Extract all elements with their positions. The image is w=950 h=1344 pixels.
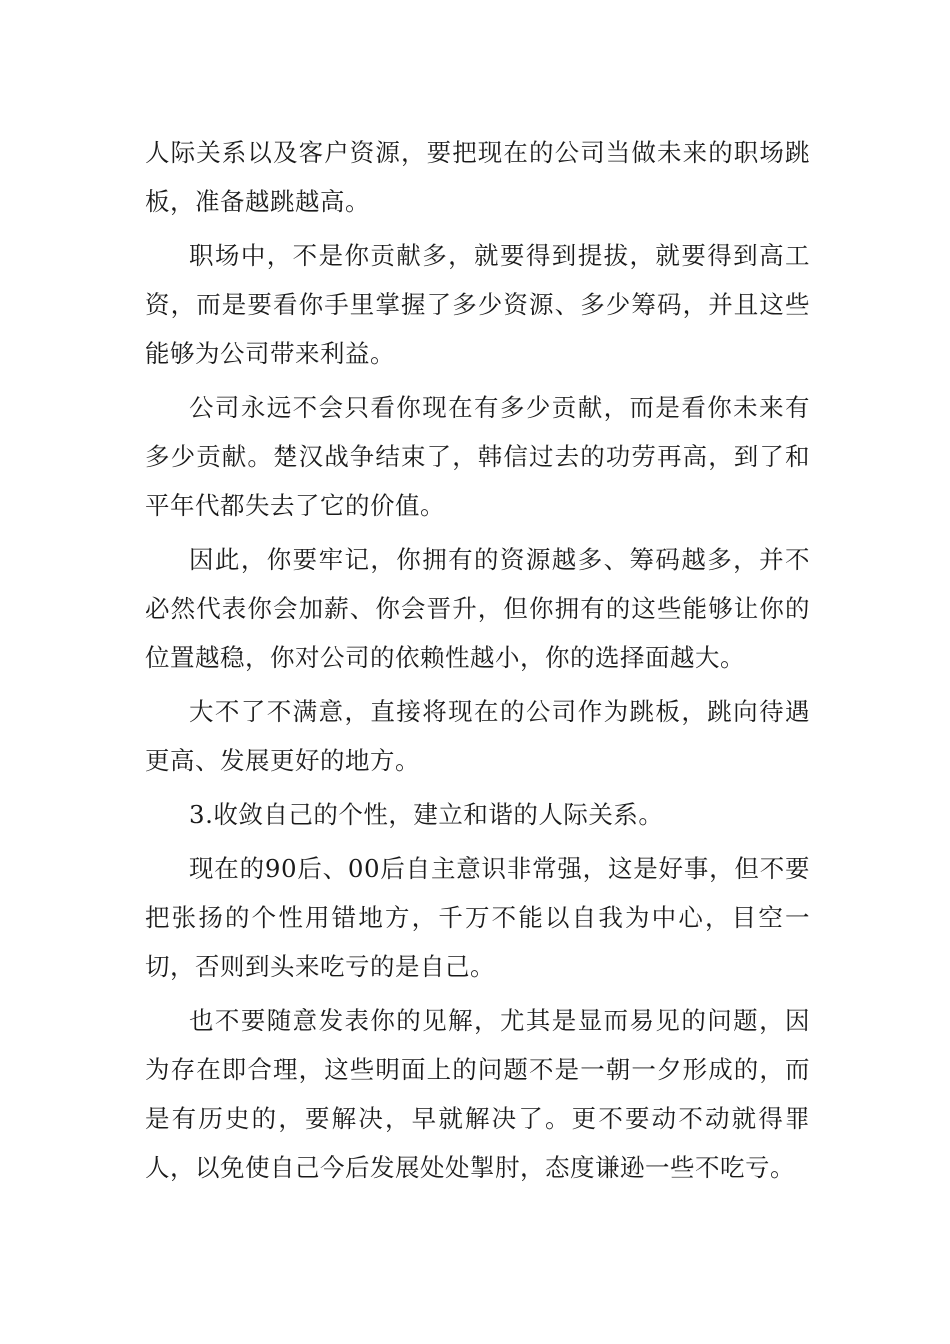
paragraph-2: 职场中，不是你贡献多，就要得到提拔，就要得到高工资，而是要看你手里掌握了多少资源、多少筹码，并且这些能够为公司带来利益。 bbox=[145, 241, 810, 368]
paragraph-5: 大不了不满意，直接将现在的公司作为跳板，跳向待遇更高、发展更好的地方。 bbox=[145, 697, 810, 775]
paragraph-1: 人际关系以及客户资源，要把现在的公司当做未来的职场跳板，准备越跳越高。 bbox=[145, 138, 810, 216]
document-body bbox=[145, 128, 810, 1197]
paragraph-4: 因此，你要牢记，你拥有的资源越多、筹码越多，并不必然代表你会加薪、你会晋升，但你拥有的这些能够让你的位置越稳，你对公司的依赖性越小，你的选择面越大。 bbox=[145, 545, 810, 672]
paragraph-3: 公司永远不会只看你现在有多少贡献，而是看你未来有多少贡献。楚汉战争结束了，韩信过去的功劳再高，到了和平年代都失去了它的价值。 bbox=[145, 393, 810, 520]
paragraph-6: 现在的90后、00后自主意识非常强，这是好事，但不要把张扬的个性用错地方，千万不能以自我为中心，目空一切，否则到头来吃亏的是自己。 bbox=[145, 854, 810, 981]
section-heading: 3.收敛自己的个性，建立和谐的人际关系。 bbox=[189, 800, 664, 829]
paragraph-7: 也不要随意发表你的见解，尤其是显而易见的问题，因为存在即合理，这些明面上的问题不是一朝一夕形成的，而是有历史的，要解决，早就解决了。更不要动不动就得罪人，以免使自己今后发展处处掣肘，态度谦逊一些不吃亏。 bbox=[145, 1006, 810, 1182]
